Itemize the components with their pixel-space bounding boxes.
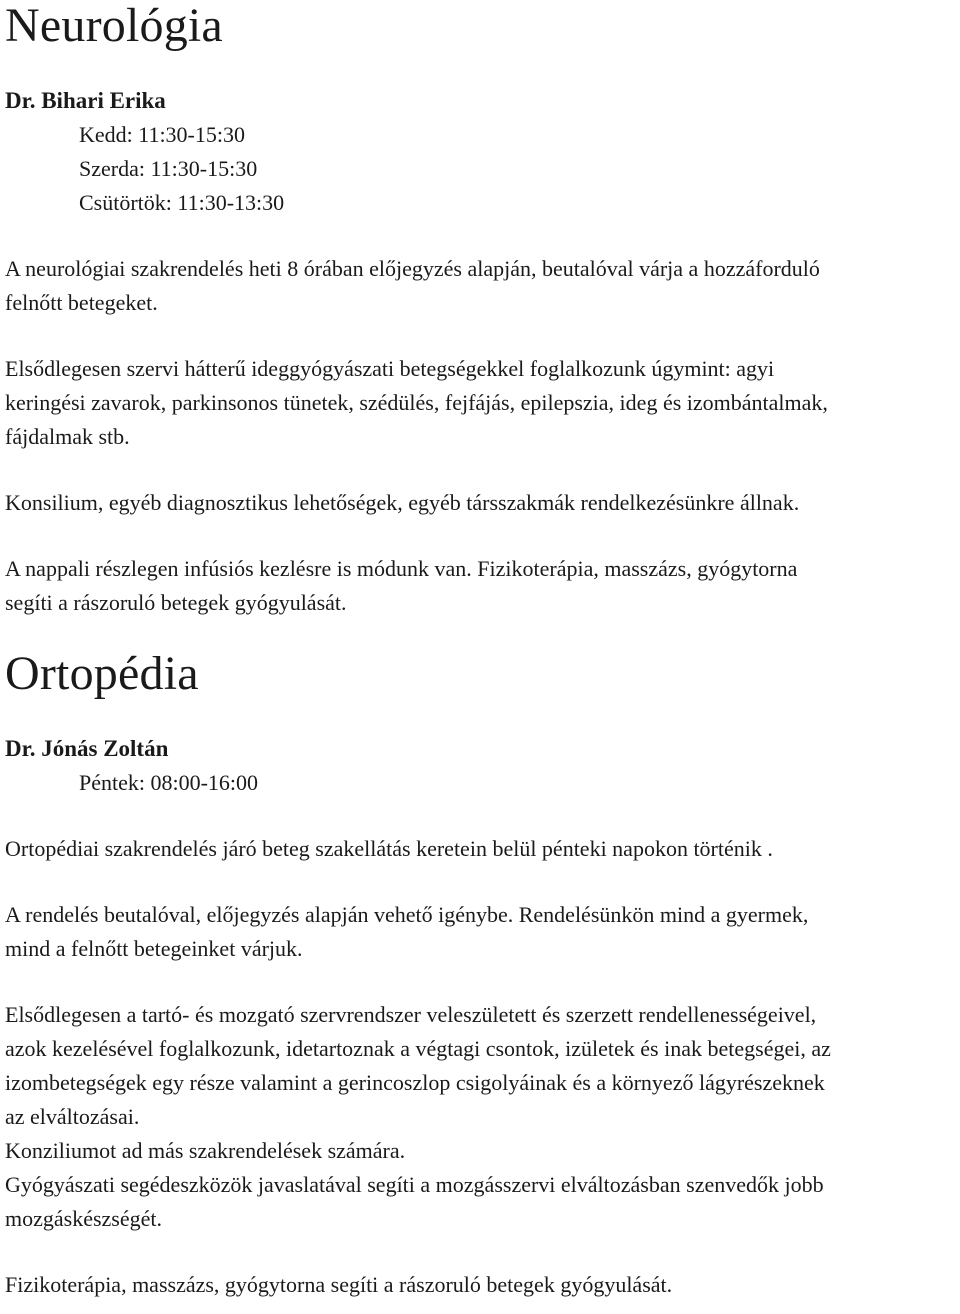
office-hours [5, 766, 950, 800]
text-line: fájdalmak stb. [5, 424, 130, 449]
office-hours-line: Szerda: 11:30-15:30 [79, 156, 258, 181]
text-line: azok kezelésével foglalkozunk, idetartoznak a végtagi csontok, izületek és inak betegségei, az [5, 1036, 831, 1061]
text-line: Konziliumot ad más szakrendelések számára. [5, 1138, 406, 1163]
text-line: mozgáskészségét. [5, 1206, 162, 1231]
section-title-ortopedia: Ortopédia [5, 647, 199, 700]
neurologia-section [5, 0, 950, 620]
text-line: keringési zavarok, parkinsonos tünetek, szédülés, fejfájás, epilepszia, ideg és izombántalmak, [5, 390, 828, 415]
text-line: izombetegségek egy része valamint a gerincoszlop csigolyáinak és a környező lágyrészeknek [5, 1070, 825, 1095]
paragraph-consilium [5, 486, 950, 520]
text-line: az elváltozásai. [5, 1104, 140, 1129]
text-line: A nappali részlegen infúsiós kezlésre is módunk van. Fizikoterápia, masszázs, gyógytorna [5, 556, 798, 581]
office-hours-line: Csütörtök: 11:30-13:30 [79, 190, 285, 215]
paragraph-outpatient [5, 832, 950, 866]
paragraph-conditions [5, 352, 950, 454]
text-line: Konsilium, egyéb diagnosztikus lehetőségek, egyéb társszakmák rendelkezésünkre állnak. [5, 490, 800, 515]
text-line: felnőtt betegeket. [5, 290, 158, 315]
paragraph-referral [5, 898, 950, 966]
text-line: Fizikoterápia, masszázs, gyógytorna segíti a rászoruló betegek gyógyulását. [5, 1272, 673, 1297]
text-line: Gyógyászati segédeszközök javaslatával segíti a mozgásszervi elváltozásban szenvedők jobb [5, 1172, 824, 1197]
doctor-name: Dr. Jónás Zoltán [5, 736, 169, 761]
text-line: Ortopédiai szakrendelés járó beteg szakellátás keretein belül pénteki napokon történik . [5, 836, 773, 861]
paragraph-physiotherapy [5, 1268, 950, 1302]
paragraph-intro [5, 252, 950, 320]
section-title-neurologia: Neurológia [5, 0, 223, 52]
ortopedia-section [5, 647, 950, 1302]
office-hours-line: Kedd: 11:30-15:30 [79, 122, 245, 147]
text-line: mind a felnőtt betegeinket várjuk. [5, 936, 303, 961]
text-line: Elsődlegesen a tartó- és mozgató szervrendszer veleszületett és szerzett rendellenességeivel, [5, 1002, 817, 1027]
office-hours [5, 118, 950, 220]
paragraph-conditions [5, 998, 950, 1236]
text-line: A rendelés beutalóval, előjegyzés alapján vehető igénybe. Rendelésünkön mind a gyermek, [5, 902, 809, 927]
paragraph-day-ward [5, 552, 950, 620]
doctor-name: Dr. Bihari Erika [5, 88, 166, 113]
text-line: Elsődlegesen szervi hátterű ideggyógyászati betegségekkel foglalkozunk úgymint: agyi [5, 356, 775, 381]
text-line: segíti a rászoruló betegek gyógyulását. [5, 590, 347, 615]
text-line: A neurológiai szakrendelés heti 8 órában előjegyzés alapján, beutalóval várja a hozzáforduló [5, 256, 820, 281]
office-hours-line: Péntek: 08:00-16:00 [79, 770, 259, 795]
